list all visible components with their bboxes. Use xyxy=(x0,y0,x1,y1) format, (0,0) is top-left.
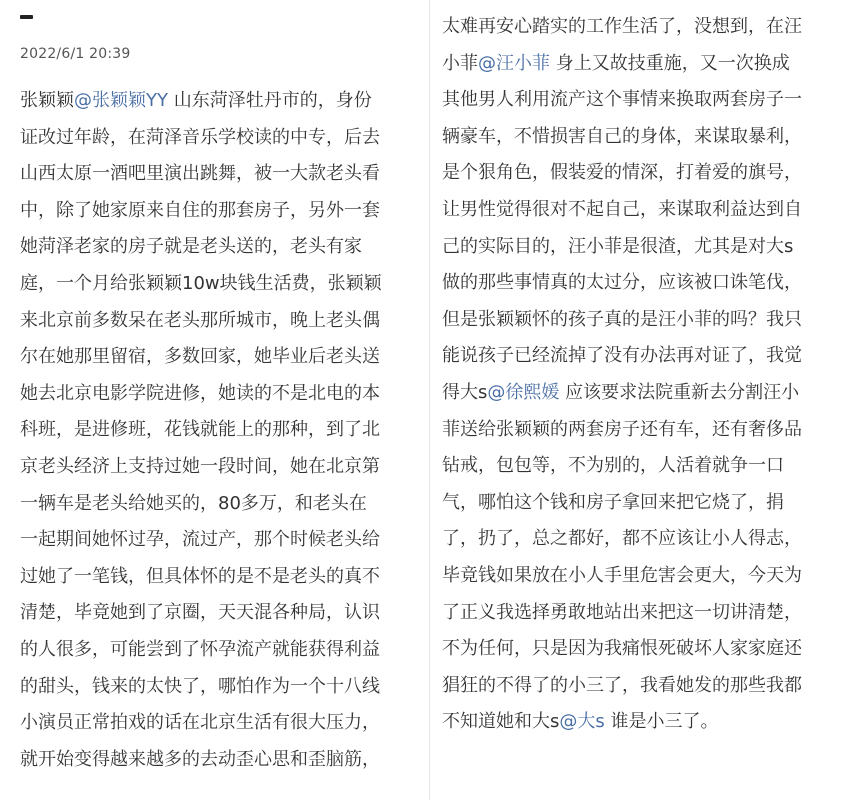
text-line xyxy=(442,89,802,111)
text-line xyxy=(20,456,380,478)
text-line xyxy=(20,236,362,258)
text-segment: 证改过年龄，在菏泽音乐学校读的中专，后去 xyxy=(20,126,380,148)
text-segment: 钻戒，包包等，不为别的，人活着就争一口 xyxy=(442,455,784,477)
text-line xyxy=(442,53,790,75)
text-segment: 得大s xyxy=(442,382,488,403)
text-line xyxy=(20,529,380,551)
text-segment: 的人很多，可能尝到了怀孕流产就能获得利益 xyxy=(20,639,380,660)
text-line xyxy=(442,162,802,184)
text-line xyxy=(20,493,367,515)
text-line xyxy=(20,346,380,368)
text-line xyxy=(442,199,802,221)
text-segment: 猖狂的不得了的小三了，我看她发的那些我都 xyxy=(442,674,802,696)
text-line xyxy=(442,272,802,294)
text-line xyxy=(20,639,380,661)
post-column-right xyxy=(430,0,858,800)
text-line xyxy=(20,566,380,588)
text-line xyxy=(442,675,802,697)
text-segment: 其他男人利用流产这个事情来换取两套房子一 xyxy=(442,89,802,111)
text-line xyxy=(20,200,380,222)
text-segment: 谁是小三了。 xyxy=(604,711,719,733)
text-line xyxy=(442,382,799,404)
text-segment: 能说孩子已经流掉了没有办法再对证了，我觉 xyxy=(442,345,802,367)
text-segment: 己的实际目的，汪小菲是很渣，尤其是对大s xyxy=(442,235,794,257)
text-segment: 小演员正常拍戏的话在北京生活有很大压力， xyxy=(20,712,380,734)
text-segment: 她去北京电影学院进修，她读的不是北电的本 xyxy=(20,382,380,404)
text-segment: 应该要求法院重新去分割汪小 xyxy=(559,382,800,403)
text-line xyxy=(20,676,380,698)
text-segment: 的甜头，钱来的太快了，哪怕作为一个十八线 xyxy=(20,675,380,697)
text-segment: 身上又故技重施，又一次换成 xyxy=(550,52,790,74)
text-segment: 京老头经济上支持过她一段时间，她在北京第 xyxy=(20,456,380,477)
text-line xyxy=(442,309,802,331)
text-segment: 但是张颖颖怀的孩子真的是汪小菲的吗？我只 xyxy=(442,308,802,330)
text-segment: 太难再安心踏实的工作生活了，没想到，在汪 xyxy=(442,16,802,37)
text-segment: 做的那些事情真的太过分，应该被口诛笔伐， xyxy=(442,272,802,294)
text-segment: 过她了一笔钱，但具体怀的是不是老头的真不 xyxy=(20,565,380,587)
text-segment: 是个狠角色，假装爱的情深，打着爱的旗号， xyxy=(442,162,802,184)
status-dash-icon xyxy=(20,15,33,19)
text-segment: 一辆车是老头给她买的，80多万，和老头在 xyxy=(20,492,367,514)
text-line xyxy=(20,419,380,441)
text-line xyxy=(20,273,382,295)
text-segment: 不知道她和大s xyxy=(442,711,560,733)
text-segment: 了正义我选择勇敢地站出来把这一切讲清楚， xyxy=(442,601,802,623)
text-line xyxy=(20,712,380,734)
user-mention-link[interactable]: @徐熙媛 xyxy=(487,382,560,403)
text-segment: 了，扔了，总之都好，都不应该让小人得志， xyxy=(442,528,802,550)
text-line xyxy=(442,16,802,38)
text-line xyxy=(20,749,380,771)
text-segment: 辆豪车，不惜损害自己的身体，来谋取暴利， xyxy=(442,125,802,147)
text-line xyxy=(442,528,802,550)
text-line xyxy=(20,602,380,624)
text-segment: 不为任何，只是因为我痛恨死破坏人家家庭还 xyxy=(442,638,802,660)
text-line xyxy=(20,310,380,332)
text-line xyxy=(442,455,784,477)
text-segment: 中，除了她家原来自住的那套房子，另外一套 xyxy=(20,199,380,221)
user-mention-link[interactable]: @大s xyxy=(559,711,605,733)
text-segment: 气，哪怕这个钱和房子拿回来把它烧了，捐 xyxy=(442,491,784,513)
text-segment: 来北京前多数呆在老头那所城市，晚上老头偶 xyxy=(20,309,380,331)
text-segment: 尔在她那里留宿，多数回家，她毕业后老头送 xyxy=(20,346,380,368)
user-mention-link[interactable]: @张颖颖YY xyxy=(74,90,168,111)
text-line xyxy=(442,565,802,587)
text-line xyxy=(442,419,802,441)
user-mention-link[interactable]: @汪小菲 xyxy=(478,52,550,74)
text-segment: 就开始变得越来越多的去动歪心思和歪脑筋， xyxy=(20,748,380,770)
text-line xyxy=(20,90,372,112)
text-line xyxy=(442,602,802,624)
text-line xyxy=(20,127,380,149)
text-line xyxy=(442,638,802,660)
post-date: 2022/6/1 20:39 xyxy=(20,46,131,62)
text-segment: 清楚，毕竟她到了京圈，天天混各种局，认识 xyxy=(20,602,380,624)
text-segment: 山东菏泽牡丹市的，身份 xyxy=(168,90,372,111)
text-line xyxy=(20,163,380,185)
text-line xyxy=(20,383,380,405)
text-line xyxy=(442,711,719,733)
text-segment: 小菲 xyxy=(442,52,478,74)
text-segment: 庭，一个月给张颖颖10w块钱生活费，张颖颖 xyxy=(20,273,382,294)
text-segment: 张颖颖 xyxy=(20,90,74,111)
text-segment: 科班，是进修班，花钱就能上的那种，到了北 xyxy=(20,419,380,441)
text-segment: 毕竟钱如果放在小人手里危害会更大，今天为 xyxy=(442,565,802,586)
text-segment: 菲送给张颖颖的两套房子还有车，还有奢侈品 xyxy=(442,418,802,440)
text-line xyxy=(442,236,793,258)
text-segment: 一起期间她怀过孕，流过产，那个时候老头给 xyxy=(20,529,380,551)
text-segment: 山西太原一酒吧里演出跳舞，被一大款老头看 xyxy=(20,163,380,185)
text-segment: 她菏泽老家的房子就是老头送的，老头有家 xyxy=(20,236,362,258)
text-segment: 让男性觉得很对不起自己，来谋取利益达到自 xyxy=(442,199,802,220)
text-line xyxy=(442,126,802,148)
text-line xyxy=(442,492,784,514)
text-line xyxy=(442,345,802,367)
